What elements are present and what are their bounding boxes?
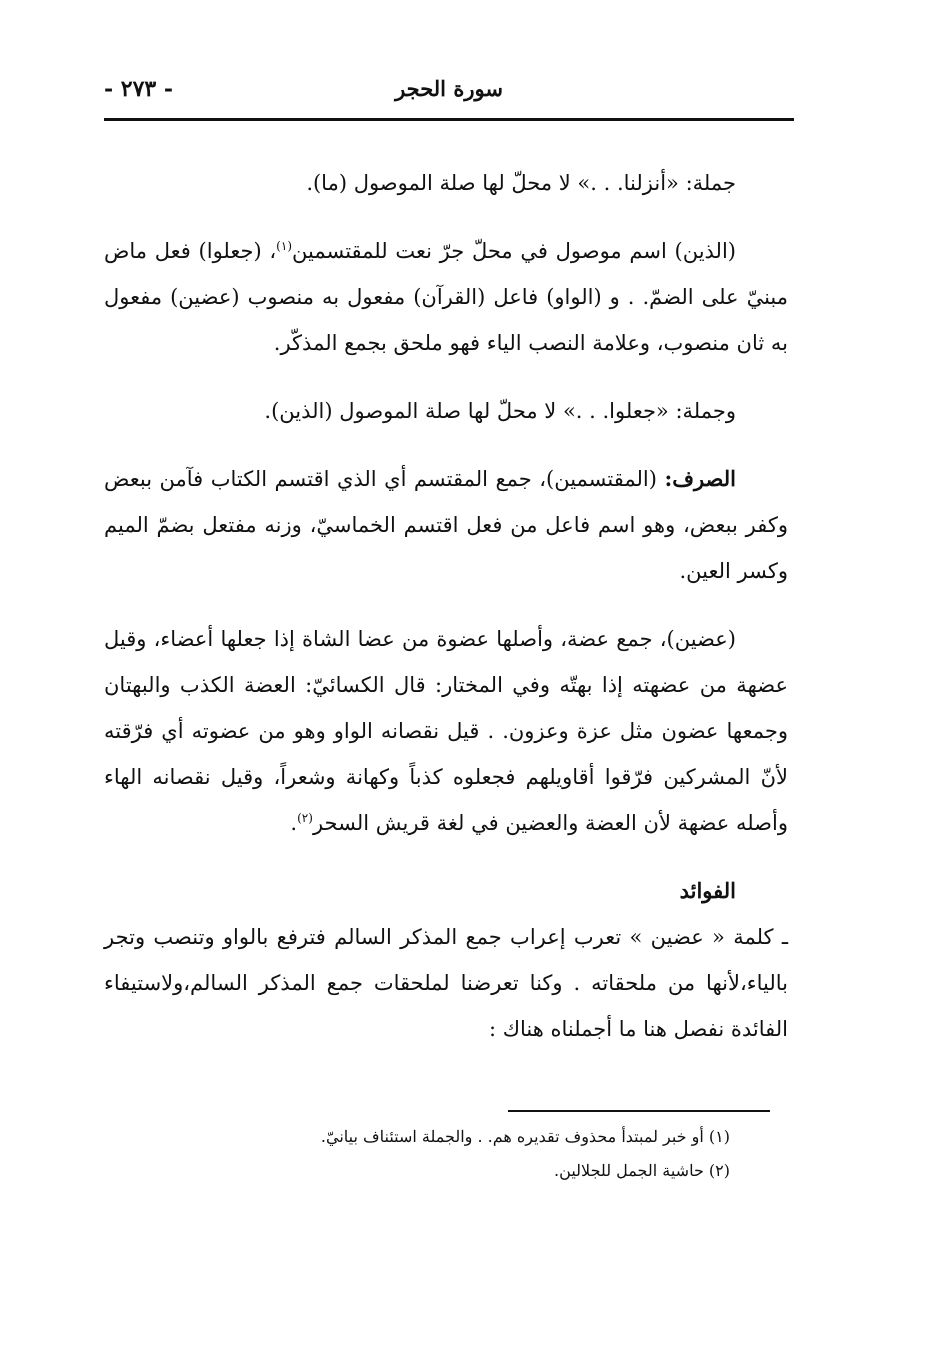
main-text: [104, 160, 788, 1074]
paragraph-text: ـ كلمة « عضين » تعرب إعراب جمع المذكر السالم فترفع بالواو وتنصب وتجر بالياء،لأنها من ملحقاته . وكنا تعرضنا لملحقات جمع المذكر السالم،ولاستيفاء الفائدة نفصل هنا ما أجملناه هناك :: [104, 925, 788, 1041]
paragraph-text: (المقتسمين)، جمع المقتسم أي الذي اقتسم الكتاب فآمن ببعض وكفر ببعض، وهو اسم فاعل من فعل اقتسم الخماسيّ، وزنه مفتعل بضمّ الميم وكسر العين.: [104, 467, 788, 583]
footnote-divider: [508, 1110, 770, 1112]
paragraph-jaalu: [104, 388, 788, 434]
paragraph-idin: [104, 616, 788, 846]
paragraph-alladhina: [104, 228, 788, 366]
surah-title: سورة الحجر: [395, 76, 503, 101]
paragraph-anzalna: [104, 160, 788, 206]
benefits-paragraph: [104, 914, 788, 1052]
paragraph-text: .: [290, 811, 298, 835]
paragraph-sarf: [104, 456, 788, 594]
header-divider: [104, 118, 794, 121]
footnote-marker-2: (٢): [297, 811, 313, 825]
page-number: - ٢٧٣ -: [104, 76, 174, 102]
paragraph-text: جملة: «أنزلنا. . .» لا محلّ لها صلة الموصول (ما).: [306, 171, 736, 195]
footnote-2: (٢) حاشية الجمل للجلالين.: [554, 1161, 730, 1180]
footnote-1: (١) أو خبر لمبتدأ محذوف تقديره هم. . والجملة استئناف بيانيّ.: [320, 1127, 730, 1146]
page-header: [104, 66, 794, 124]
benefits-heading: الفوائد: [679, 878, 736, 903]
footnote-marker-1: (١): [276, 239, 292, 253]
section-lead-sarf: الصرف:: [664, 466, 736, 491]
paragraph-text: ، (جعلوا) فعل ماض مبنيّ على الضمّ. . و (الواو) فاعل (القرآن) مفعول به منصوب (عضين) مفعول به ثان منصوب، وعلامة النصب الياء فهو ملحق بجمع المذكّر.: [104, 239, 788, 355]
footnotes: [230, 1120, 730, 1188]
paragraph-text: وجملة: «جعلوا. . .» لا محلّ لها صلة الموصول (الذين).: [264, 399, 736, 423]
paragraph-text: (عضين)، جمع عضة، وأصلها عضوة من عضا الشاة إذا جعلها أعضاء، وقيل عضهة من عضهته إذا بهتّه وفي المختار: قال الكسائيّ: العضة الكذب والبهتان وجمعها عضون مثل عزة وعزون. . قيل نقصانه الواو وهو من عضوته أي فرّقته لأنّ المشركين فرّقوا أقاويلهم فجعلوه كذباً وكهانة وشعراً، وقيل نقصانه الهاء وأصله عضهة لأن العضة والعضين في لغة قريش السحر: [104, 627, 788, 835]
paragraph-text: (الذين) اسم موصول في محلّ جرّ نعت للمقتسمين: [292, 239, 736, 263]
